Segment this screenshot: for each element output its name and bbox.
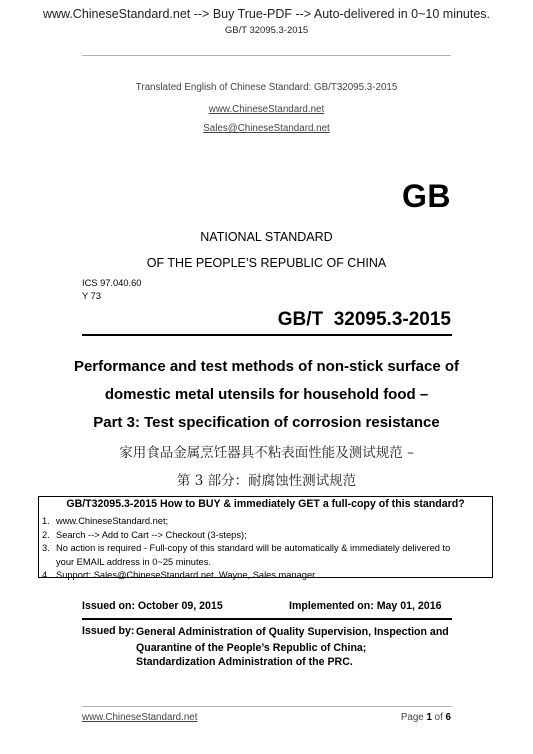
list-item (42, 529, 450, 543)
page-mid: of (431, 712, 446, 723)
list-number: 1. (42, 516, 50, 526)
email-link[interactable]: Sales@ChineseStandard.net (203, 123, 330, 134)
list-text: www.ChineseStandard.net; (56, 516, 169, 526)
implemented-on: Implemented on: May 01, 2016 (289, 600, 442, 612)
issue-divider (82, 618, 452, 620)
gb-mark: GB (402, 178, 451, 214)
buy-box-title: GB/T32095.3-2015 How to BUY & immediately GET a full-copy of this standard? (66, 498, 465, 510)
chinese-title-line-1: 家用食品金属烹饪器具不粘表面性能及测试规范 – (119, 445, 414, 461)
translated-line: Translated English of Chinese Standard: GB/T32095.3-2015 (135, 82, 398, 93)
list-number (42, 556, 56, 570)
header-divider (82, 55, 451, 56)
website-link[interactable]: www.ChineseStandard.net (208, 104, 325, 115)
list-number: 3. (42, 543, 50, 554)
title-line-1: Performance and test methods of non-stick surface of (73, 358, 460, 375)
header-code: GB/T 32095.3-2015 (224, 25, 309, 36)
list-text: Search --> Add to Cart --> Checkout (3-steps); (56, 529, 247, 540)
issued-on: Issued on: October 09, 2015 (82, 600, 223, 612)
issued-by-body (136, 625, 466, 656)
list-number: 4. (42, 570, 50, 581)
list-item (42, 556, 450, 570)
email-link-row (0, 118, 533, 136)
ics-code: ICS 97.040.60 (82, 278, 142, 288)
footer-divider (82, 706, 452, 707)
page-indicator (401, 712, 451, 723)
title-line-3: Part 3: Test specification of corrosion resistance (93, 414, 440, 431)
buy-steps-list (42, 515, 450, 583)
issued-by-line-2: Quarantine of the People’s Republic of China; (136, 641, 367, 654)
page-prefix: Page (400, 712, 427, 723)
code-divider (82, 334, 452, 336)
list-item (42, 542, 450, 556)
list-text: your EMAIL address in 0~25 minutes. (56, 556, 211, 567)
list-text: No action is required - Full-copy of this standard will be automatically & immediately delivered to (56, 543, 451, 554)
chinese-title-line-2: 第 3 部分：耐腐蚀性测试规范 (176, 473, 357, 489)
list-item (42, 569, 450, 583)
page-current: 1 (426, 712, 432, 723)
ccs-code: Y 73 (82, 291, 101, 301)
issued-by-label: Issued by: (82, 625, 135, 637)
national-standard-heading: NATIONAL STANDARD (200, 230, 333, 244)
website-link-row (0, 99, 533, 117)
prc-heading: OF THE PEOPLE’S REPUBLIC OF CHINA (146, 256, 387, 270)
list-text: Support: Sales@ChineseStandard.net. Wayne, Sales manager (56, 570, 316, 581)
footer-link[interactable]: www.ChineseStandard.net (82, 712, 198, 723)
header-banner: www.ChineseStandard.net --> Buy True-PDF --> Auto-delivered in 0~10 minutes. (42, 7, 491, 21)
standard-code: GB/T 32095.3-2015 (277, 309, 451, 330)
buy-info-box (38, 496, 493, 581)
issued-by-line-1: General Administration of Quality Supervision, Inspection and (136, 626, 449, 638)
title-line-2: domestic metal utensils for household food – (104, 386, 429, 403)
list-number: 2. (42, 529, 50, 540)
page-total: 6 (445, 712, 451, 723)
issued-by-line-3: Standardization Administration of the PRC. (136, 656, 353, 668)
list-item (42, 515, 450, 529)
